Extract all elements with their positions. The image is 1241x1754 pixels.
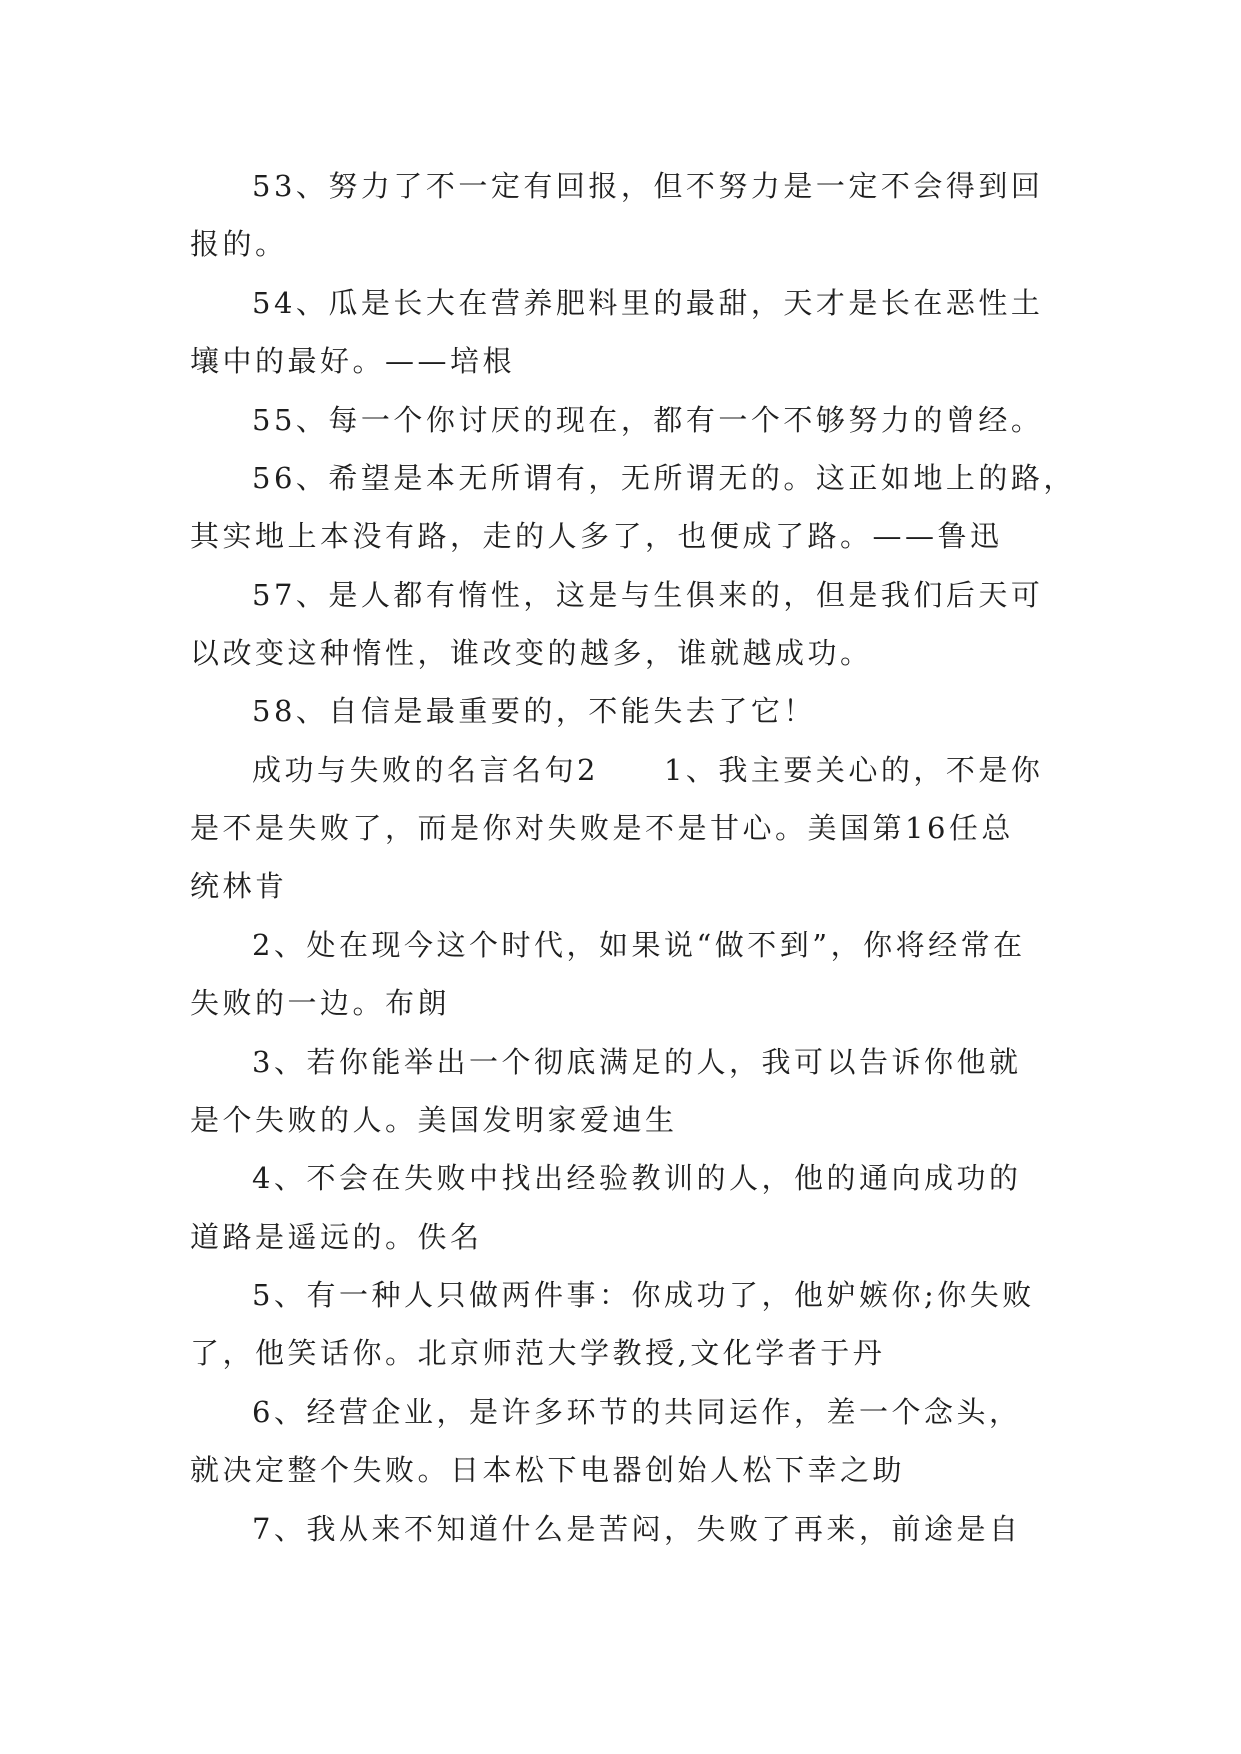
text-line: 道路是遥远的。佚名 [190,1220,483,1254]
text-line: 就决定整个失败。日本松下电器创始人松下幸之助 [190,1453,906,1487]
text-line: 是不是失败了，而是你对失败是不是甘心。美国第16任总 [190,811,1014,845]
text-line: 4、不会在失败中找出经验教训的人，他的通向成功的 [252,1161,1022,1195]
text-line: 失败的一边。布朗 [190,986,451,1020]
text-line: 53、努力了不一定有回报，但不努力是一定不会得到回 [252,169,1044,203]
text-line: 是个失败的人。美国发明家爱迪生 [190,1103,678,1137]
text-line: 57、是人都有惰性，这是与生俱来的，但是我们后天可 [252,578,1044,612]
text-line: 壤中的最好。——培根 [190,344,516,378]
text-line: 55、每一个你讨厌的现在，都有一个不够努力的曾经。 [252,403,1044,437]
text-line: 2、处在现今这个时代，如果说“做不到”，你将经常在 [252,928,1026,962]
text-line: 3、若你能举出一个彻底满足的人，我可以告诉你他就 [252,1045,1022,1079]
text-line: 56、希望是本无所谓有，无所谓无的。这正如地上的路， [252,461,1076,495]
text-line: 6、经营企业，是许多环节的共同运作，差一个念头， [252,1395,1022,1429]
text-line: 了，他笑话你。北京师范大学教授,文化学者于丹 [190,1336,886,1370]
text-line: 7、我从来不知道什么是苦闷，失败了再来，前途是自 [252,1512,1022,1546]
text-line: 5、有一种人只做两件事：你成功了，他妒嫉你;你失败 [252,1278,1035,1312]
text-line: 58、自信是最重要的，不能失去了它！ [252,694,816,728]
text-line: 以改变这种惰性，谁改变的越多，谁就越成功。 [190,636,873,670]
text-line: 成功与失败的名言名句2 1、我主要关心的，不是你 [252,753,1044,787]
text-line: 统林肯 [190,869,288,903]
text-line: 54、瓜是长大在营养肥料里的最甜，天才是长在恶性土 [252,286,1044,320]
text-line: 报的。 [190,227,288,261]
text-line: 其实地上本没有路，走的人多了，也便成了路。——鲁迅 [190,519,1003,553]
